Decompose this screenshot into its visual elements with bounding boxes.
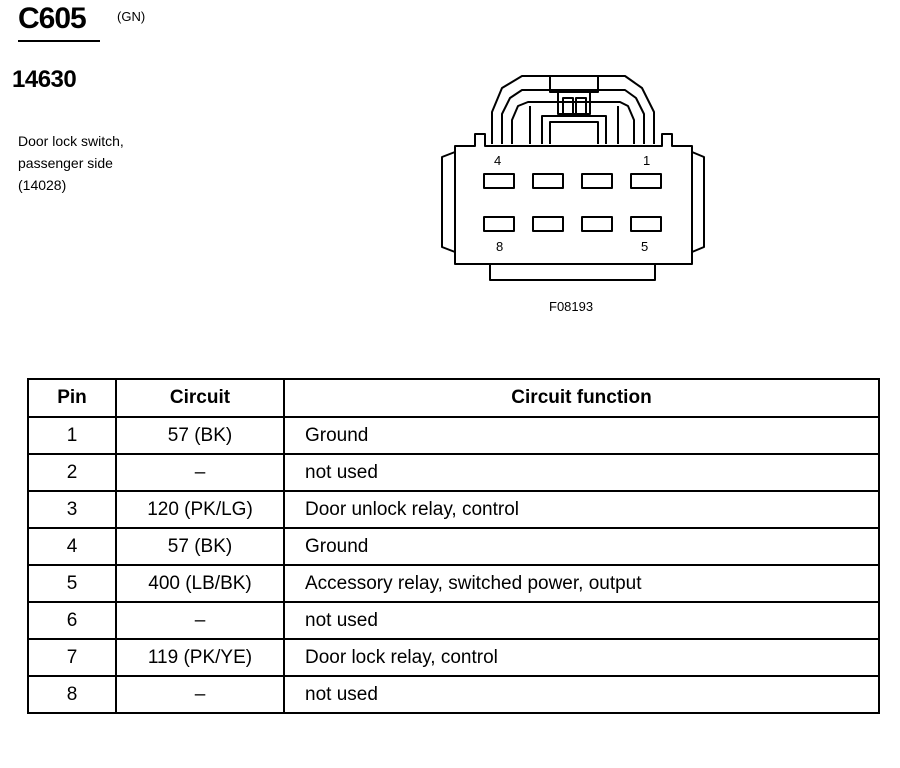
component-description-line-2: passenger side (18, 155, 113, 171)
pin-cell: 6 (28, 602, 116, 639)
function-cell: Ground (284, 417, 879, 454)
table-row (28, 417, 879, 454)
pin-cell: 1 (28, 417, 116, 454)
color-code: (GN) (117, 9, 146, 24)
circuit-cell: 57 (BK) (116, 528, 284, 565)
circuit-cell: 400 (LB/BK) (116, 565, 284, 602)
component-description-line-1: Door lock switch, (18, 133, 124, 149)
table-row (28, 602, 879, 639)
connector-id: C605 (18, 2, 86, 35)
circuit-cell: 120 (PK/LG) (116, 491, 284, 528)
left-side-tab (442, 152, 455, 252)
circuit-cell: – (116, 602, 284, 639)
function-cell: Ground (284, 528, 879, 565)
circuit-cell: 119 (PK/YE) (116, 639, 284, 676)
pin-cell: 4 (28, 528, 116, 565)
table-row (28, 565, 879, 602)
pin-label-5: 5 (641, 239, 649, 254)
table-row (28, 528, 879, 565)
pin-table (27, 378, 880, 714)
pin-label-8: 8 (496, 239, 504, 254)
connector-face-diagram (430, 62, 720, 292)
connector-id-underline (18, 40, 100, 42)
header-pin: Pin (28, 379, 116, 417)
pin-label-4: 4 (494, 153, 502, 168)
pin-cell: 2 (28, 454, 116, 491)
bottom-skirt (490, 264, 655, 280)
pin-cell: 7 (28, 639, 116, 676)
table-row (28, 454, 879, 491)
function-cell: Door lock relay, control (284, 639, 879, 676)
pin-cell: 3 (28, 491, 116, 528)
circuit-cell: – (116, 454, 284, 491)
terminal-row-top (484, 174, 661, 188)
function-cell: Door unlock relay, control (284, 491, 879, 528)
header-circuit: Circuit (116, 379, 284, 417)
header-circuit-function: Circuit function (284, 379, 879, 417)
function-cell: not used (284, 602, 879, 639)
latch-icon (492, 76, 654, 144)
figure-code: F08193 (549, 299, 594, 314)
function-cell: not used (284, 454, 879, 491)
pin-label-1: 1 (643, 153, 651, 168)
terminal-row-bottom (484, 217, 661, 231)
part-number: 14630 (12, 66, 77, 93)
circuit-cell: – (116, 676, 284, 713)
function-cell: not used (284, 676, 879, 713)
pin-cell: 8 (28, 676, 116, 713)
circuit-cell: 57 (BK) (116, 417, 284, 454)
component-description-line-3: (14028) (18, 177, 67, 193)
table-header-row (28, 379, 879, 417)
table-row (28, 491, 879, 528)
function-cell: Accessory relay, switched power, output (284, 565, 879, 602)
connector-housing (455, 134, 692, 264)
table-row (28, 639, 879, 676)
right-side-tab (692, 152, 704, 252)
pin-cell: 5 (28, 565, 116, 602)
table-row (28, 676, 879, 713)
